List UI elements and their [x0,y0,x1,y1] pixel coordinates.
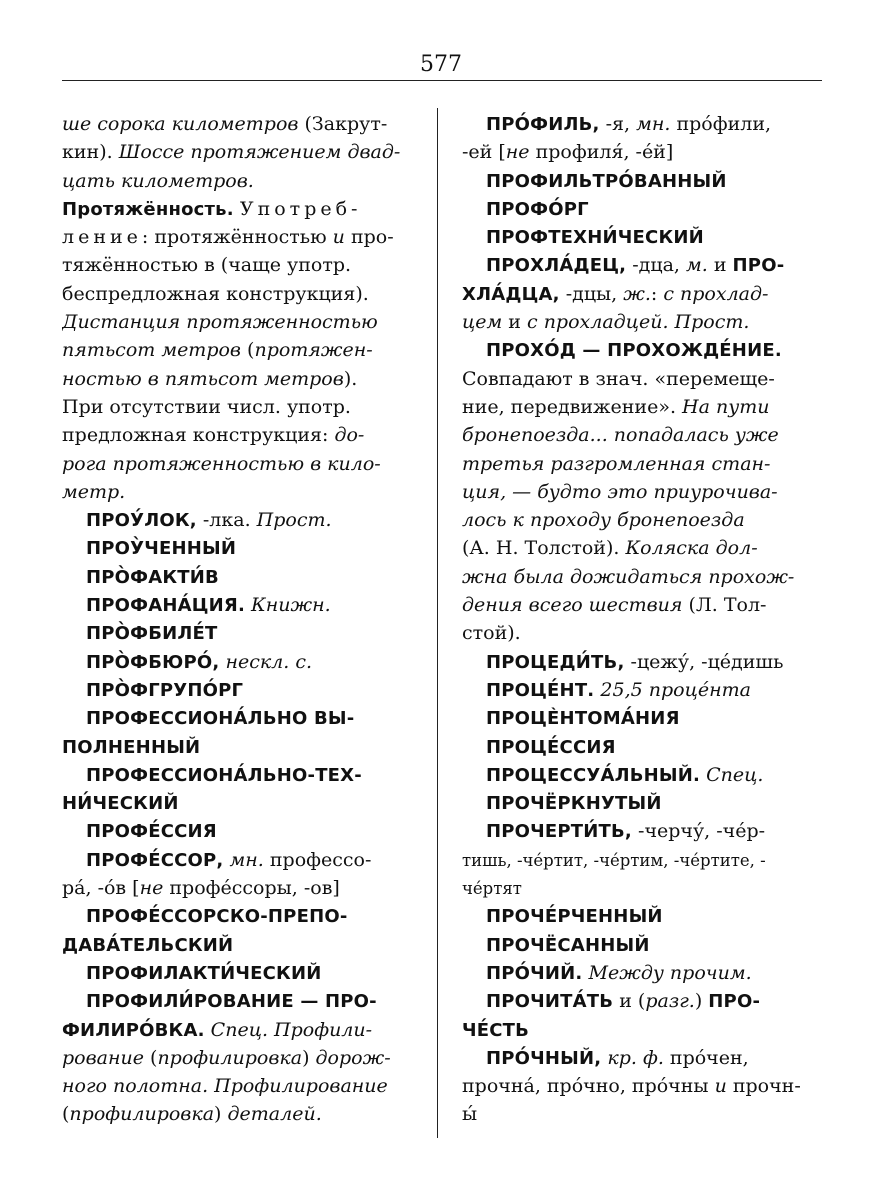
headword: ПРО̀ФБЮРО́, [86,651,220,673]
text-line [62,110,422,138]
italic-text: с прохлад- [663,282,769,305]
headword: ПРОФТЕХНИ́ЧЕСКИЙ [486,227,704,249]
headword: ПРОФО́РГ [486,198,589,220]
text-line [62,251,422,279]
text-span: ) [302,1046,316,1069]
text-line [62,591,422,619]
italic-text: разг. [645,990,695,1013]
text-line [62,393,422,421]
text-line [62,1072,422,1100]
italic-text: Между прочим. [588,961,752,984]
text-line [462,704,822,732]
text-span: че́ртят [462,879,522,899]
italic-text: и [714,1075,727,1098]
text-line [462,846,822,874]
text-span: -я, [599,113,637,135]
headword: ФИЛИРО́ВКА. [62,1019,205,1041]
italic-text: с прохладцей. Прост. [527,311,750,334]
text-line [462,280,822,308]
italic-text: ж. [623,282,651,305]
text-span: стой). [462,622,521,645]
headword: ПРОЧЕ́РЧЕННЫЙ [486,906,663,928]
text-line [62,167,422,195]
headword: ПОЛНЕННЫЙ [62,736,201,758]
text-line [62,704,422,732]
text-line [462,648,822,676]
text-span: : протяжённостью [141,226,333,249]
italic-text: ше сорока километров [62,113,299,135]
text-span: тишь, -че́ртит, -че́ртим, -че́ртите, - [462,850,766,870]
text-span: -цежу́, -це́дишь [624,650,784,673]
headword: Протяжённость. [62,198,234,220]
italic-text: не [505,141,530,164]
spaced-text: ление [62,226,142,249]
text-line [462,959,822,987]
italic-text: Прост. [256,509,332,532]
text-line [462,223,822,251]
italic-text: и [332,226,345,249]
italic-text: цать километров. [62,169,254,192]
text-line [462,167,822,195]
text-span: и [502,311,528,334]
text-line [462,619,822,647]
headword: ПРО̀ФБИЛЕ́Т [86,623,218,645]
text-span: -черчу́, -че́р- [631,820,766,843]
italic-text: рога протяженностью в кило- [62,452,381,475]
italic-text: третья разгромленная стан- [462,452,771,475]
headword: ПРО- [732,255,785,277]
text-line [462,789,822,817]
italic-text: дения всего шествия [462,594,683,617]
text-line [62,450,422,478]
text-span: предложная конструкция: [62,424,335,447]
headword: ПРОЦЕ́НТ. [486,679,595,701]
italic-text: мн. [229,848,264,871]
headword: ПРОЧЁРКНУТЫЙ [486,793,662,815]
headword: ПРО́ЧИЙ. [486,962,583,984]
italic-text: ция, — будто это приурочива- [462,480,778,503]
headword: ПРО̀ФАКТИ́В [86,566,219,588]
headword: НИ́ЧЕСКИЙ [62,793,179,815]
text-line [462,902,822,930]
text-span: ) [214,1103,228,1126]
text-line [462,761,822,789]
text-line [462,1100,822,1128]
italic-text: профилировка [69,1103,215,1126]
text-line [462,506,822,534]
text-line [462,874,822,902]
text-line [62,308,422,336]
text-line [462,421,822,449]
top-rule [62,80,822,81]
headword: ПРОХО́Д — ПРОХОЖДЕ́НИЕ. [486,340,782,362]
italic-text: до- [334,424,365,447]
italic-text: Спец. [706,763,764,786]
headword: ПРОУ̀ЧЕННЫЙ [86,538,237,560]
text-span: и ( [613,990,646,1013]
text-span: -ей [ [462,141,506,164]
headword: ПРОЦЕ́ССИЯ [486,736,616,758]
text-line [462,393,822,421]
text-line [462,1072,822,1100]
text-line [62,874,422,902]
text-span: и [707,254,733,277]
text-span: про́фили, [670,113,772,135]
text-span: кин). [62,141,119,164]
text-span: (А. Н. Толстой). [462,537,626,560]
left-column [62,110,422,1129]
text-line [62,1100,422,1128]
text-line [462,110,822,138]
headword: ПРОХЛА́ДЕЦ, [486,255,627,277]
text-line [62,365,422,393]
text-line [62,223,422,251]
text-line [462,591,822,619]
text-line [462,1044,822,1072]
text-line [462,365,822,393]
text-span: про- [344,226,394,249]
italic-text: пятьсот метров [62,339,241,362]
italic-text: протяжен- [254,339,373,362]
headword: ПРОФИЛИ́РОВАНИЕ — ПРО- [86,991,377,1013]
text-line [62,421,422,449]
text-line [462,138,822,166]
text-span: прочна́, про́чно, про́чны [462,1075,715,1098]
text-span: беспредложная конструкция). [62,282,369,305]
headword: ДАВА́ТЕЛЬСКИЙ [62,934,234,956]
text-span: ( [62,1103,70,1126]
text-line [462,534,822,562]
text-line [62,959,422,987]
italic-text: м. [685,254,708,277]
headword: ПРОФЕ́ССОРСКО-ПРЕПО- [86,906,348,928]
text-line [62,506,422,534]
headword: ПРОЧИТА́ТЬ [486,991,614,1013]
headword: ПРО- [708,991,761,1013]
italic-text: Спец. Профили- [210,1018,373,1041]
text-line [462,1016,822,1044]
italic-text: мн. [636,113,671,135]
text-line [62,902,422,930]
text-line [462,563,822,591]
text-line [462,987,822,1015]
headword: ПРОЧЕРТИ́ТЬ, [486,821,632,843]
text-span: ). [343,367,358,390]
italic-text: лось к проходу бронепоезда [462,509,745,532]
text-span: профиля́, -е́й] [529,141,674,164]
italic-text: ного полотна. Профилирование [62,1075,388,1098]
headword: ПРОУ́ЛОК, [86,510,197,532]
italic-text: ностью в пятьсот метров [62,367,344,390]
text-line [62,563,422,591]
text-line [62,987,422,1015]
text-line [62,336,422,364]
italic-text: Коляска дол- [625,537,758,560]
text-span: : [650,282,664,305]
headword: ПРО̀ФГРУПО́РГ [86,679,244,701]
text-line [462,308,822,336]
headword: ПРОФАНА́ЦИЯ. [86,595,245,617]
italic-text: кр. ф. [607,1046,664,1069]
headword: ПРОФЕ́ССИЯ [86,821,217,843]
text-line [62,789,422,817]
text-span: про́чен, [663,1046,749,1069]
italic-text: деталей. [227,1103,322,1126]
text-line [462,817,822,845]
text-line [62,195,422,223]
column-divider [437,108,438,1138]
text-line [62,817,422,845]
italic-text: жна была дожидаться прохож- [462,565,795,588]
text-line [462,195,822,223]
text-span: ра́, -о́в [ [62,877,140,900]
text-span: ( [143,1046,158,1069]
text-span: тяжённостью в (чаще употр. [62,254,352,277]
headword: ПРОФИЛАКТИ́ЧЕСКИЙ [86,962,322,984]
headword: ПРОЦЀНТОМА́НИЯ [486,708,680,730]
italic-text: профилировка [157,1046,303,1069]
text-line [462,450,822,478]
italic-text: дорож- [315,1046,391,1069]
page-number: 577 [420,52,462,77]
headword: ПРОФЕССИОНА́ЛЬНО-ТЕХ- [86,764,362,786]
text-span: (Л. Тол- [682,594,767,617]
text-line [62,280,422,308]
italic-text: метр. [62,480,126,503]
text-line [62,1044,422,1072]
spaced-text: Употреб- [239,197,362,220]
text-line [62,733,422,761]
text-line [62,846,422,874]
headword: ЧЕ́СТЬ [462,1019,530,1041]
text-line [462,336,822,364]
headword: ПРОФЕ́ССОР, [86,849,224,871]
italic-text: цем [462,311,503,334]
right-column [462,110,822,1129]
headword: ПРОФЕССИОНА́ЛЬНО ВЫ- [86,708,355,730]
text-line [462,931,822,959]
text-span: -лка. [196,509,257,532]
text-line [62,931,422,959]
text-line [62,648,422,676]
text-span: ы́ [462,1103,478,1126]
text-line [62,138,422,166]
text-span: (Закрут- [298,113,388,135]
italic-text: нескл. с. [225,650,313,673]
headword: ПРО́ФИЛЬ, [486,114,600,135]
text-line [462,733,822,761]
text-span: -дца, [626,254,686,277]
text-span: ) [694,990,709,1013]
text-span: ( [241,339,255,362]
text-line [62,534,422,562]
text-span: -дцы, [559,282,624,305]
text-span: профессо- [263,848,372,871]
italic-text: Дистанция протяженностью [62,311,378,334]
text-line [462,478,822,506]
text-line [462,251,822,279]
italic-text: бронепоезда... попадалась уже [462,424,779,447]
text-span: профе́ссоры, -ов] [163,877,340,900]
text-line [62,1016,422,1044]
italic-text: не [139,877,164,900]
headword: ПРОФИЛЬТРО́ВАННЫЙ [486,170,727,192]
italic-text: рование [62,1046,144,1069]
text-span: прочн- [726,1075,801,1098]
headword: ПРОЦЕДИ́ТЬ, [486,651,625,673]
headword: ПРОЧЁСАННЫЙ [486,934,650,956]
italic-text: На пути [682,395,770,418]
text-line [62,619,422,647]
headword: ХЛА́ДЦА, [462,283,560,305]
text-line [462,676,822,704]
italic-text: 25,5 проце́нта [600,678,751,701]
text-span: При отсутствии числ. употр. [62,395,351,418]
text-span: Совпадают в знач. «перемеще- [462,367,775,390]
italic-text: Шоссе протяжением двад- [118,141,401,164]
italic-text: Книжн. [251,594,331,617]
text-line [62,478,422,506]
text-line [62,676,422,704]
text-span: ние, передвижение». [462,395,683,418]
headword: ПРОЦЕССУА́ЛЬНЫЙ. [486,764,701,786]
headword: ПРО́ЧНЫЙ, [486,1047,602,1069]
text-line [62,761,422,789]
